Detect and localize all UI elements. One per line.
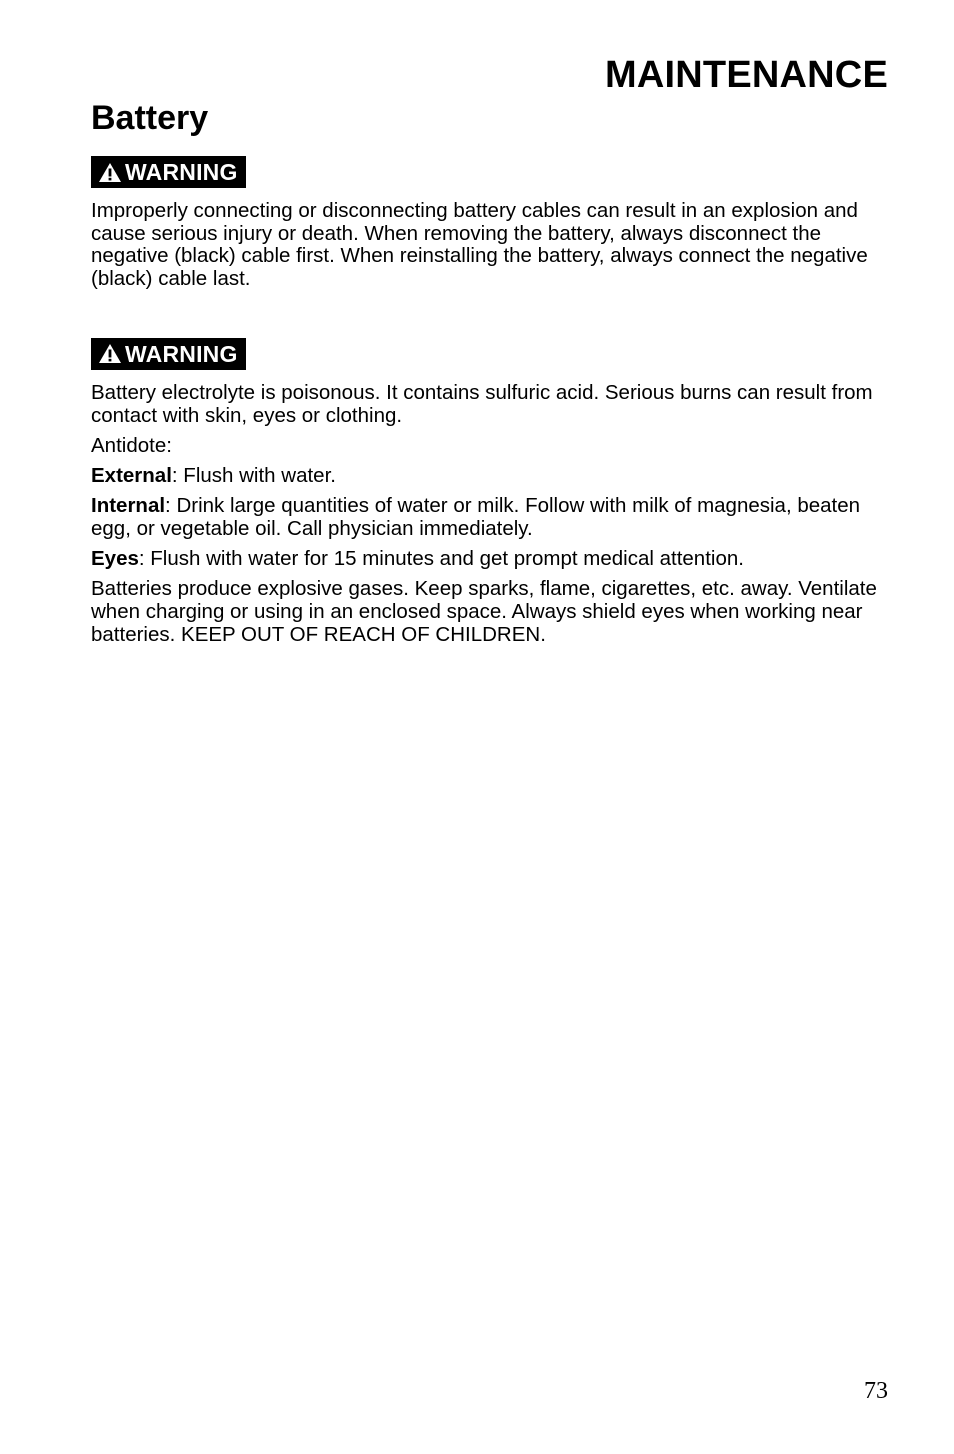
antidote-eyes	[91, 548, 891, 571]
page-title: Battery	[91, 99, 209, 137]
warning-block-electrolyte	[91, 338, 891, 647]
antidote-internal	[91, 495, 891, 540]
internal-term: Internal	[91, 494, 166, 518]
explosive-gases-text: Batteries produce explosive gases. Keep sparks, flame, cigarettes, etc. away. Ventilate when charging or using in an enclosed space. Always shield eyes when working near batteries. KEEP OUT OF REACH OF CHILDREN.	[91, 577, 877, 646]
warning-label: WARNING	[125, 159, 238, 185]
eyes-text: : Flush with water for 15 minutes and get prompt medical attention.	[138, 547, 744, 571]
warning-label: WARNING	[125, 340, 238, 367]
section-header: MAINTENANCE	[605, 54, 888, 96]
page-content	[91, 96, 891, 646]
external-term: External	[91, 463, 172, 487]
antidote-external	[91, 465, 891, 488]
warning-badge	[91, 156, 246, 188]
electrolyte-intro: Battery electrolyte is poisonous. It contains sulfuric acid. Serious burns can result from contact with skin, eyes or clothing.	[91, 380, 873, 427]
external-text: : Flush with water.	[171, 463, 336, 487]
internal-text: : Drink large quantities of water or milk. Follow with milk of magnesia, beaten egg, or vegetable oil. Call physician immediately.	[91, 494, 861, 540]
page-number: 73	[864, 1378, 888, 1404]
warning-block-cables	[91, 156, 891, 291]
antidote-label: Antidote:	[91, 433, 172, 457]
warning-triangle-icon	[98, 343, 122, 364]
warning-text-cables: Improperly connecting or disconnecting battery cables can result in an explosion and cause serious injury or death. When removing the battery, always disconnect the negative (black) cable first. When reinstalling the battery, always connect the negative (black) cable last.	[91, 199, 868, 291]
warning-triangle-icon	[98, 162, 122, 183]
eyes-term: Eyes	[91, 547, 139, 571]
warning-badge	[91, 338, 246, 370]
